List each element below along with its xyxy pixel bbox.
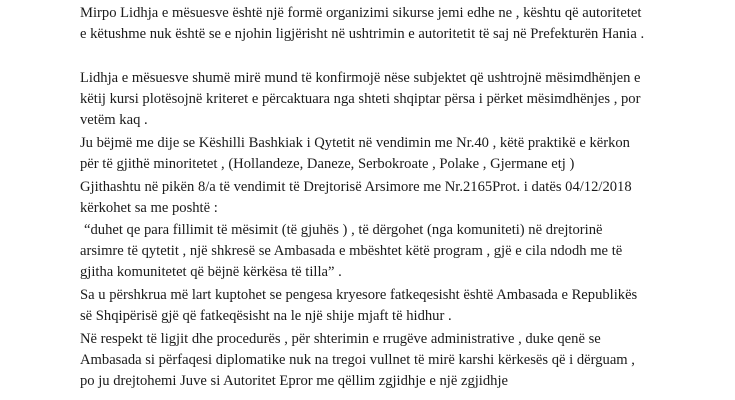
text-line: së Shqipërisë gjë që fatkeqësisht na le një shije mjaft të hidhur .: [80, 308, 452, 324]
text-line: Ju bëjmë me dije se Këshilli Bashkiak i Qytetit në vendimin me Nr.40 , këtë praktikë e kërkon: [80, 135, 630, 151]
text-line: Lidhja e mësuesve shumë mirë mund të konfirmojë nëse subjektet që ushtrojnë mësimdhënjen e: [80, 70, 641, 86]
paragraph-quotation: [80, 220, 680, 283]
text-line: Ambasada si përfaqesi diplomatike nuk na tregoi vullnet të mirë karshi kërkesës që i dërguam ,: [80, 352, 635, 368]
paragraph-legal-procedure: [80, 329, 680, 392]
text-line: Mirpo Lidhja e mësuesve është një formë organizimi sikurse jemi edhe ne , kështu që autoritetet: [80, 5, 642, 21]
text-line: Në respekt të ligjit dhe procedurës , për shterimin e rrugëve administrative , duke qenë se: [80, 331, 601, 347]
text-line: gjitha komunitetet që bëjnë kërkësa të tilla” .: [80, 264, 342, 280]
text-line: për të gjithë minoritetet , (Hollandeze, Daneze, Serbokroate , Polake , Gjermane etj ): [80, 156, 575, 172]
text-line: vetëm kaq .: [80, 112, 148, 128]
text-line: Sa u përshkrua më lart kuptohet se pengesa kryesore fatkeqesisht është Ambasada e Republikës: [80, 287, 638, 303]
text-line: arsimre të qytetit , një shkresë se Ambasada e mbështet këtë program , gjë e cila ndodh me të: [80, 243, 623, 259]
text-line: këtij kursi plotësojnë kriteret e përcaktuara nga shteti shqiptar përsa i përket mësimdhënjes , por: [80, 91, 641, 107]
paragraph-confirmation: [80, 68, 680, 131]
text-line: po ju drejtohemi Juve si Autoritet Epror me qëllim zgjidhje e një zgjidhje: [80, 373, 508, 389]
paragraph-embassy-obstacle: [80, 285, 680, 327]
paragraph-teachers-association: [80, 3, 680, 45]
paragraph-education-directorate: [80, 177, 680, 219]
text-line: kërkohet sa me poshtë :: [80, 200, 218, 216]
text-line: e këtushme nuk është se e njohin ligjërisht në ushtrimin e autoritetit të saj në Prefekturën Hania .: [80, 26, 645, 42]
paragraph-city-council: [80, 133, 680, 175]
text-line: “duhet qe para fillimit të mësimit (të gjuhës ) , të dërgohet (nga komuniteti) në drejtorinë: [84, 222, 603, 238]
text-line: Gjithashtu në pikën 8/a të vendimit të Drejtorisë Arsimore me Nr.2165Prot. i datës 04/12/2018: [80, 179, 632, 195]
